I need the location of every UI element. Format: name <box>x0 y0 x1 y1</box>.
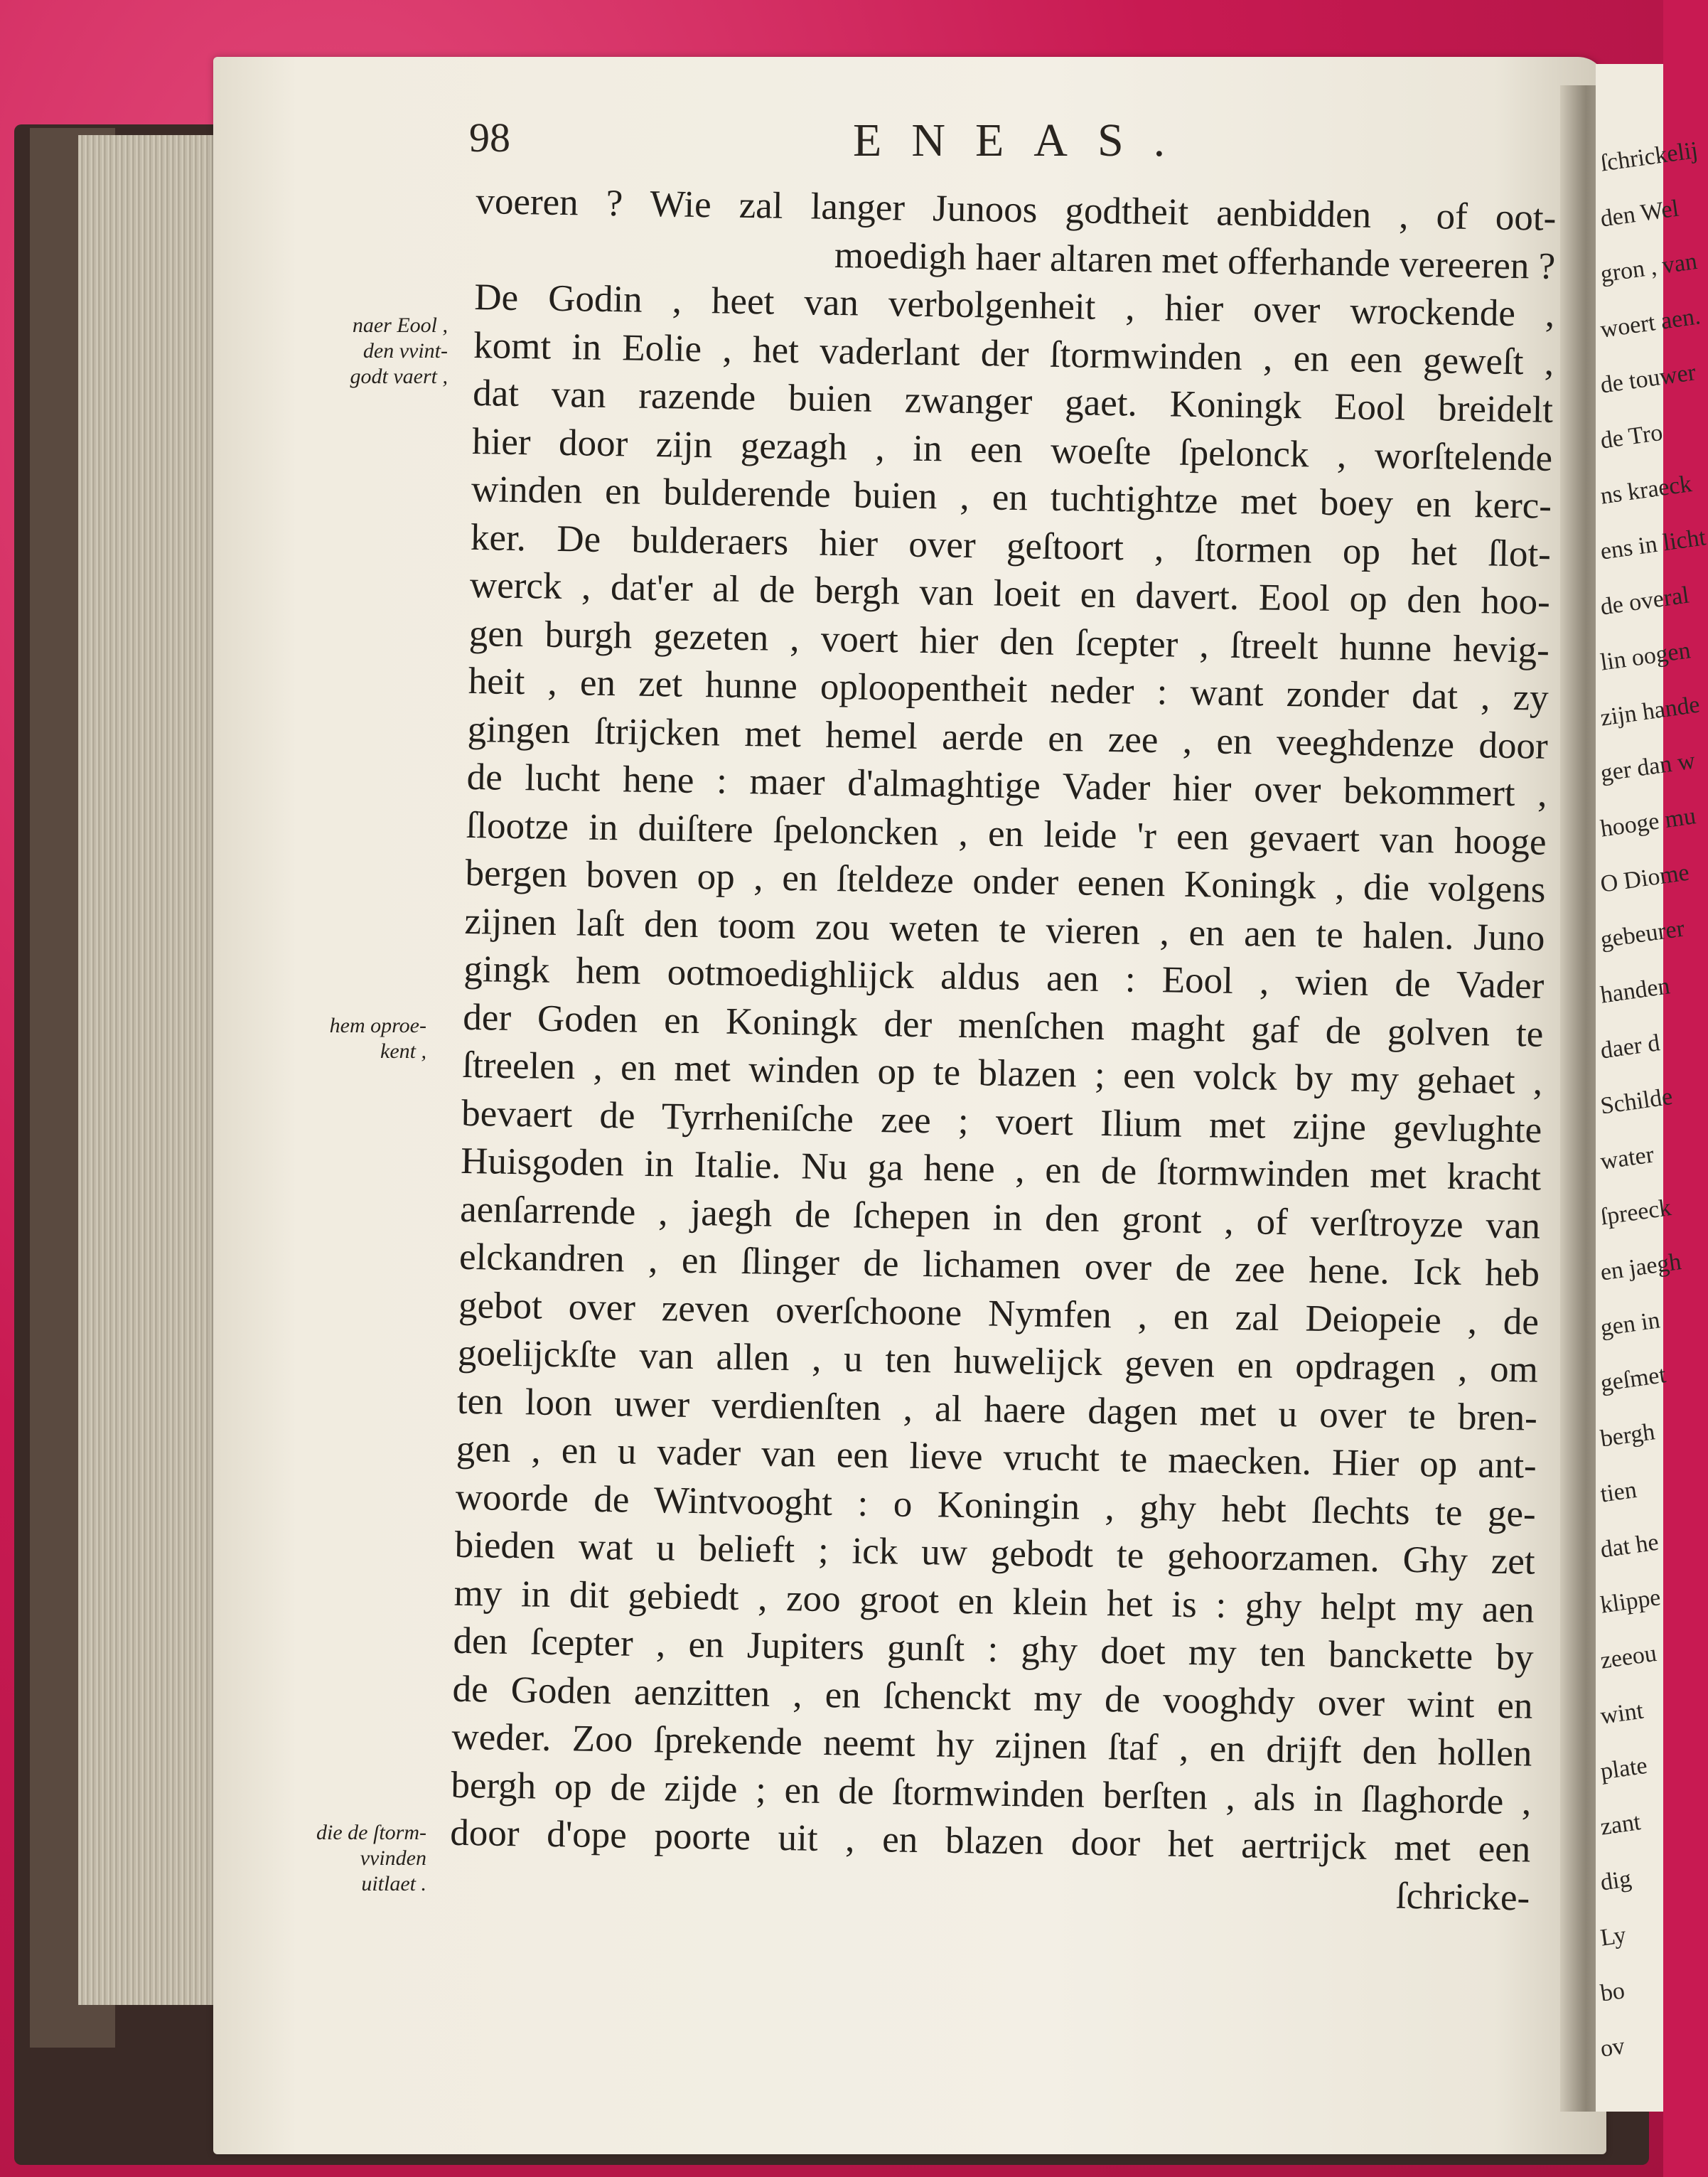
margin-note-line: hem oproe- <box>329 1014 426 1037</box>
text-line: den ſcepter , en Jupiters gunſt : ghy doet my ten banckette by <box>453 1620 1534 1679</box>
text-line: bieden wat u belieft ; ick uw gebodt te gehoorzamen. Ghy zet <box>454 1524 1536 1583</box>
right-page-line: en jaegh <box>1599 1248 1683 1286</box>
text-line: ſtreelen , en met winden op te blazen ; een volck by my gehaet , <box>461 1044 1543 1103</box>
running-head <box>469 114 1393 178</box>
text-line: heit , en zet hunne oploopentheit neder : want zonder dat , zy <box>468 660 1549 719</box>
text-line: gebot over zeven overſchoone Nymfen , en zal Deiopeie , de <box>458 1284 1540 1343</box>
right-page-line: gron , van <box>1599 247 1699 288</box>
right-page-line: de Tro <box>1599 419 1665 454</box>
margin-note-line: naer Eool , <box>352 314 448 337</box>
text-line: ker. De bulderaers hier over geſtoort , ſtormen op het ſlot- <box>470 516 1552 575</box>
text-line: gen , en u vader van een lieve vrucht te maecken. Hier op ant- <box>456 1428 1537 1487</box>
right-page-line: de touwer <box>1599 359 1698 399</box>
text-line: ſlootze in duiſtere ſpeloncken , en leide 'r een gevaert van hooge <box>466 804 1547 863</box>
text-line: zijnen laſt den toom zou weten te vieren , en aen te halen. Juno <box>464 900 1545 959</box>
text-line: hier door zijn gezagh , in een woeſte ſpelonck , worſtelende <box>471 420 1553 479</box>
text-line: winden en bulderende buien , en tuchtightze met boey en kerc- <box>471 468 1552 527</box>
right-page-line: zant <box>1599 1809 1643 1841</box>
text-line: ten loon uwer verdienſten , al haere dagen met u over te bren- <box>456 1380 1538 1439</box>
page-title: ENEAS. <box>853 114 1196 166</box>
margin-note-2 <box>263 1013 426 1064</box>
right-page-line: hooge mu <box>1599 803 1698 843</box>
right-page-line: ens in licht <box>1599 524 1708 565</box>
text-line: my in dit gebiedt , zoo groot en klein het is : ghy helpt my aen <box>453 1572 1535 1631</box>
text-line: bergh op de zijde ; en de ſtormwinden berſten , als in ſlaghorde , <box>451 1764 1532 1823</box>
right-page-line: zijn hande <box>1599 691 1702 732</box>
right-page-line: den Wel <box>1599 195 1681 232</box>
right-page-line: lin oogen <box>1599 637 1692 676</box>
margin-note-1 <box>284 313 448 390</box>
right-page-line: ger dan w <box>1599 747 1697 787</box>
margin-note-3 <box>263 1820 426 1897</box>
right-page-line: ov <box>1599 2033 1627 2063</box>
right-page-line: ſpreeck <box>1599 1194 1673 1231</box>
text-line: gen burgh gezeten , voert hier den ſcepter , ſtreelt hunne hevig- <box>468 612 1550 671</box>
text-line: bergen boven op , en ſteldeze onder eenen Koningk , die volgens <box>465 852 1546 911</box>
text-line: door d'ope poorte uit , en blazen door het aertrijck met een <box>449 1812 1531 1871</box>
right-page-line: ſchrickelij <box>1599 137 1699 177</box>
body-text <box>449 178 1571 1922</box>
text-line: weder. Zoo ſprekende neemt hy zijnen ſtaf , en drijft den hollen <box>451 1716 1532 1775</box>
right-page-line: handen <box>1599 973 1672 1009</box>
text-line: ſchricke- <box>1395 1875 1530 1919</box>
right-page-line: gebeurer <box>1599 915 1687 953</box>
text-line: de Goden aenzitten , en ſchenckt my de vooghdy over wint en <box>452 1668 1533 1727</box>
right-page-line: wint <box>1599 1697 1645 1730</box>
margin-note-line: den vvint- <box>362 339 448 363</box>
text-line: gingen ſtrijcken met hemel aerde en zee , en veeghdenze door <box>467 708 1549 767</box>
right-page-line: bergh <box>1599 1418 1657 1453</box>
right-page-line: dat he <box>1599 1529 1660 1563</box>
right-page-line: plate <box>1599 1752 1649 1785</box>
text-line: moedigh haer altaren met offerhande vereeren ? <box>834 234 1556 287</box>
text-line: de lucht hene : maer d'almaghtige Vader hier over bekommert , <box>466 756 1548 815</box>
page-stack-edges <box>78 135 229 2005</box>
text-line: woorde de Wintvooght : o Koningin , ghy hebt ſlechts te ge- <box>455 1476 1537 1535</box>
right-page-line: Ly <box>1599 1921 1628 1952</box>
right-page-line: ns kraeck <box>1599 470 1694 510</box>
text-line: komt in Eolie , het vaderlant der ſtormwinden , en een geweſt , <box>473 324 1554 383</box>
right-page-line: tien <box>1599 1476 1638 1508</box>
margin-note-line: uitlaet . <box>361 1872 426 1895</box>
text-line: gingk hem ootmoedighlijck aldus aen : Eool , wien de Vader <box>463 948 1545 1007</box>
text-line: elckandren , en ſlinger de lichamen over de zee hene. Ick heb <box>458 1236 1540 1295</box>
right-page-line: zeeou <box>1599 1640 1658 1674</box>
text-line: Huisgoden in Italie. Nu ga hene , en de ſtormwinden met kracht <box>460 1140 1542 1199</box>
right-page-line: daer d <box>1599 1029 1662 1064</box>
right-page-line: de overal <box>1599 582 1691 621</box>
margin-note-line: godt vaert , <box>350 365 448 388</box>
right-page-line: bo <box>1599 1977 1627 2007</box>
margin-note-line: kent , <box>380 1039 426 1063</box>
right-page-line: Schilde <box>1599 1083 1675 1120</box>
right-page-line: gen in <box>1599 1307 1662 1342</box>
page-number: 98 <box>469 114 510 161</box>
text-line: voeren ? Wie zal langer Junoos godtheit aenbidden , of oot- <box>476 180 1557 239</box>
text-line: werck , dat'er al de bergh van loeit en davert. Eool op den hoo- <box>469 564 1551 623</box>
right-page-line: woert aen. <box>1599 303 1702 343</box>
right-page-line: klippe <box>1599 1584 1663 1619</box>
text-line: goelijckſte van allen , u ten huwelijck geven en opdragen , om <box>457 1332 1539 1391</box>
right-page-line: O Diome <box>1599 859 1691 898</box>
text-line: dat van razende buien zwanger gaet. Koningk Eool breidelt <box>472 372 1554 431</box>
right-page-line: geſmet <box>1599 1362 1668 1397</box>
right-page-fragment <box>1596 64 1708 2112</box>
margin-note-line: vvinden <box>360 1846 426 1870</box>
text-line: De Godin , heet van verbolgenheit , hier over wrockende , <box>473 276 1555 335</box>
text-line: aenſarrende , jaegh de ſchepen in den gront , of verſtroyze van <box>459 1188 1541 1247</box>
margin-note-line: die de ſtorm- <box>316 1821 426 1844</box>
text-line: bevaert de Tyrrheniſche zee ; voert Ilium met zijne gevlughte <box>461 1092 1542 1151</box>
right-page-line: water <box>1599 1141 1656 1175</box>
text-line: der Goden en Koningk der menſchen maght gaf de golven te <box>463 996 1544 1055</box>
right-page-line: dig <box>1599 1865 1633 1896</box>
